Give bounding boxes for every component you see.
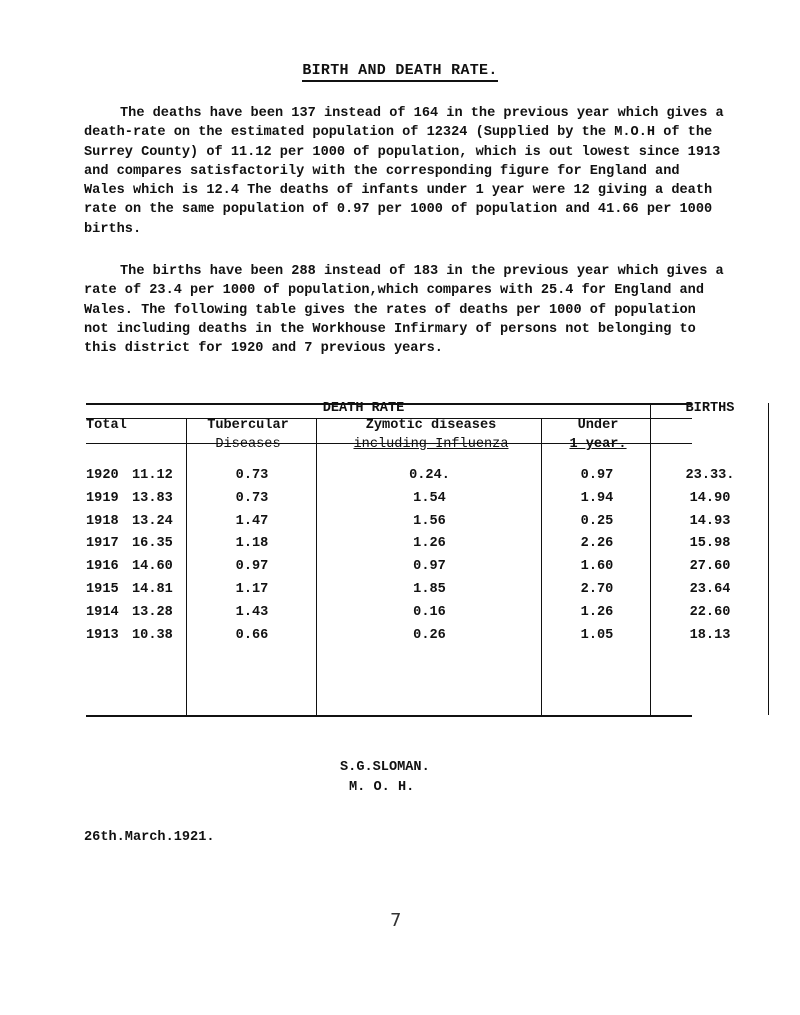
row-births: 23.33. [685, 468, 735, 483]
header-under-1: Under [577, 418, 619, 433]
row-year: 1920 [86, 468, 119, 483]
row-births: 15.98 [689, 536, 731, 552]
row-total: 13.28 [132, 604, 173, 620]
row-total: 13.83 [132, 490, 173, 506]
row-under: 0.97 [580, 468, 614, 483]
row-under: 2.70 [580, 582, 614, 597]
header-zymotic-2: including Influenza [353, 437, 509, 452]
row-year: 1913 [86, 627, 119, 643]
row-year: 1916 [86, 559, 119, 575]
row-total: 14.60 [132, 559, 173, 575]
row-total: 10.38 [132, 627, 173, 643]
row-births: 23.64 [689, 582, 731, 597]
row-tubercular: 1.18 [235, 536, 269, 552]
row-tubercular: 0.73 [235, 490, 269, 506]
header-death-rate: DEATH RATE [322, 401, 405, 416]
row-under: 1.26 [580, 604, 614, 620]
row-under: 2.26 [580, 536, 614, 552]
row-tubercular: 1.47 [235, 513, 269, 529]
row-year: 1919 [86, 490, 119, 506]
header-zymotic-1: Zymotic diseases [365, 418, 497, 433]
row-tubercular: 1.43 [235, 604, 269, 620]
row-tubercular: 1.17 [235, 582, 269, 597]
col-divider-4 [650, 403, 651, 715]
row-tubercular: 0.97 [235, 559, 269, 575]
row-births: 14.90 [689, 490, 731, 506]
col-divider-3 [541, 418, 542, 715]
col-divider-right [768, 403, 769, 715]
row-births: 22.60 [689, 604, 731, 620]
row-year: 1914 [86, 604, 119, 620]
paragraph-births: The births have been 288 instead of 183 in the previous year which gives a rate of 23.4 per 1000 of population,which compares with 25.4 for England and Wales. The following table gives the rates of deaths per 1000 of population not including deaths in the Workhouse Infirmary of persons not belonging to this district for 1920 and 7 previous years. [84, 264, 724, 357]
row-total: 13.24 [132, 513, 173, 529]
row-zymotic: 0.97 [413, 559, 446, 575]
row-zymotic: 0.26 [413, 627, 446, 643]
row-zymotic: 1.85 [413, 582, 446, 597]
row-under: 1.60 [580, 559, 614, 575]
row-tubercular: 0.66 [235, 627, 269, 643]
header-total: Total [86, 418, 127, 433]
row-births: 14.93 [689, 513, 731, 529]
document-date: 26th.March.1921. [84, 830, 215, 845]
table-bottom-rule [86, 715, 692, 717]
col-divider-2 [316, 418, 317, 715]
row-year: 1915 [86, 582, 119, 597]
signature-title: M. O. H. [349, 780, 415, 795]
page-number: 7 [390, 910, 402, 931]
row-tubercular: 0.73 [235, 468, 269, 483]
row-total: 16.35 [132, 536, 173, 552]
row-births: 18.13 [689, 627, 731, 643]
page-title [0, 62, 800, 79]
row-year: 1918 [86, 513, 119, 529]
row-zymotic: 0.24. [409, 468, 450, 483]
signature-name: S.G.SLOMAN. [340, 760, 430, 775]
col-divider-1 [186, 418, 187, 715]
header-under-2: 1 year. [569, 437, 627, 452]
row-total: 11.12 [132, 468, 173, 483]
row-zymotic: 1.56 [413, 513, 446, 529]
row-zymotic: 1.54 [413, 490, 446, 506]
row-total: 14.81 [132, 582, 173, 597]
row-zymotic: 0.16 [413, 604, 446, 620]
row-births: 27.60 [689, 559, 731, 575]
row-under: 1.94 [580, 490, 614, 506]
header-tubercular-1: Tubercular [207, 418, 289, 433]
row-under: 0.25 [580, 513, 614, 529]
page-title-text: BIRTH AND DEATH RATE. [302, 62, 497, 82]
header-tubercular-2: Diseases [215, 437, 281, 452]
row-under: 1.05 [580, 627, 614, 643]
header-births: BIRTHS [685, 401, 735, 416]
row-year: 1917 [86, 536, 119, 552]
paragraph-deaths: The deaths have been 137 instead of 164 in the previous year which gives a death-rate on the estimated population of 12324 (Supplied by the M.O.H of the Surrey County) of 11.12 per 1000 of population, which is out lowest since 1913 and compares satisfactorily with the corresponding figure for England and Wales which is 12.4 The deaths of infants under 1 year were 12 giving a death rate on the same population of 0.97 per 1000 of population and 41.66 per 1000 births. [84, 106, 724, 237]
row-zymotic: 1.26 [413, 536, 446, 552]
rates-table [86, 401, 735, 720]
